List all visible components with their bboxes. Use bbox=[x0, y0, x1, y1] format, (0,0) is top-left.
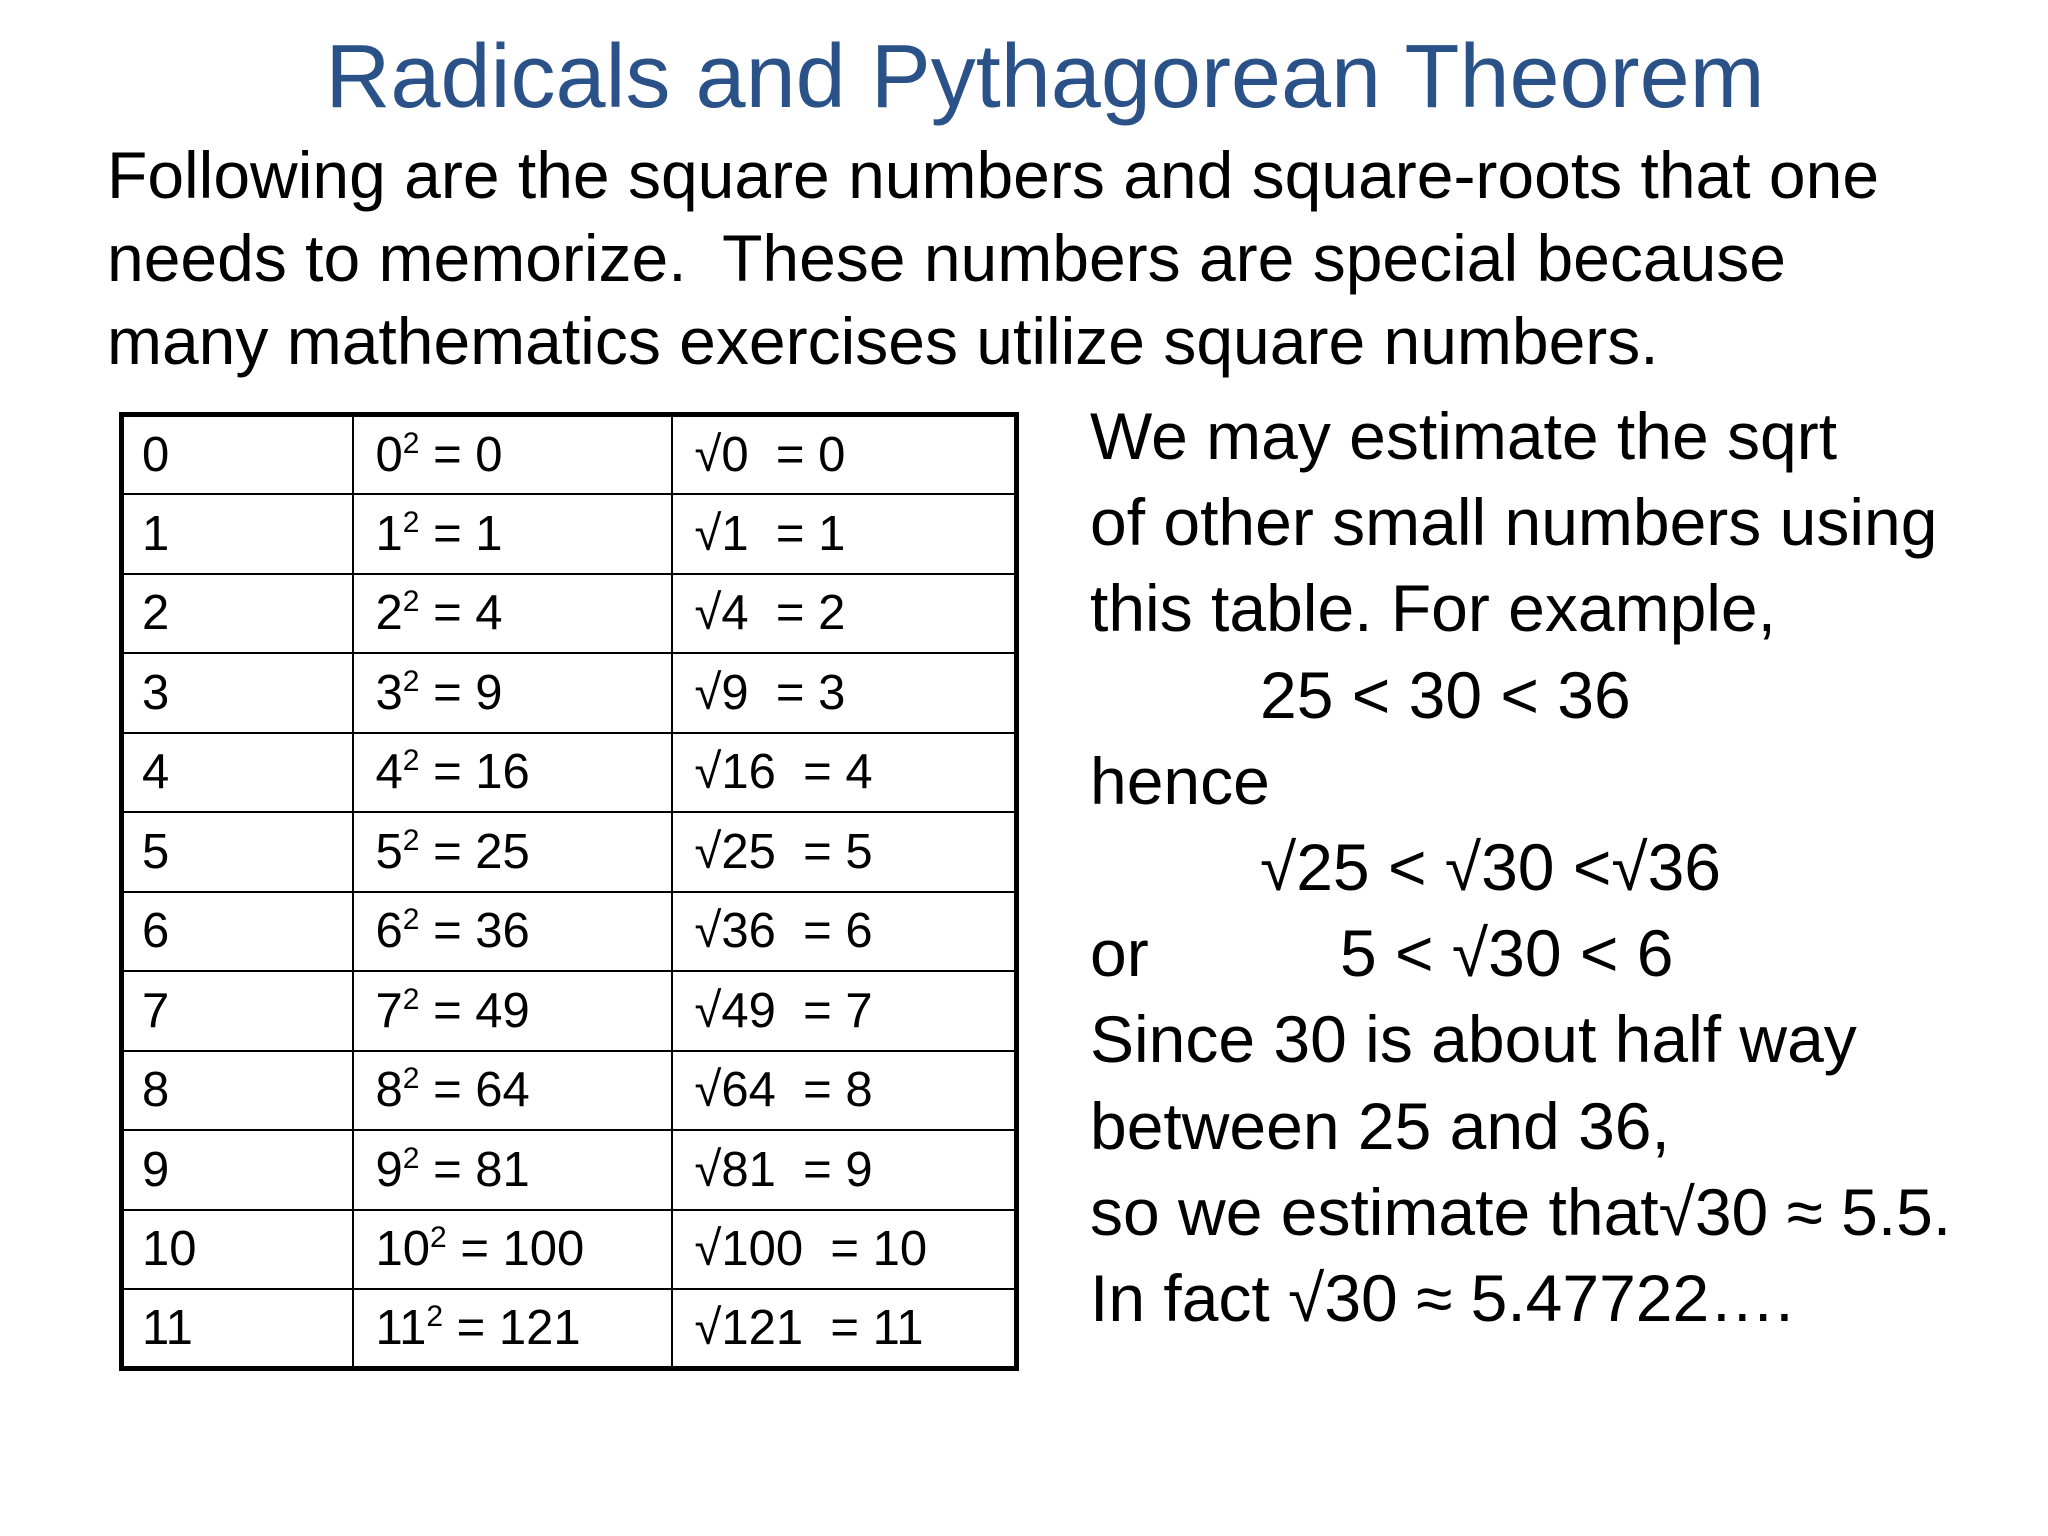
square-base: 0 bbox=[375, 428, 403, 482]
table-row bbox=[122, 812, 1017, 892]
square-base: 6 bbox=[375, 904, 403, 959]
square-cell bbox=[353, 1051, 672, 1131]
intro-line: needs to memorize. These numbers are special because bbox=[107, 221, 1787, 295]
explanation-line: We may estimate the sqrt bbox=[1090, 399, 1838, 473]
table-row bbox=[122, 1051, 1017, 1131]
square-root-cell: √100 = 10 bbox=[672, 1210, 1017, 1290]
square-exponent: 2 bbox=[402, 1062, 420, 1096]
square-cell bbox=[353, 812, 672, 892]
square-exponent: 2 bbox=[426, 1300, 444, 1333]
explanation-line: hence bbox=[1090, 743, 1270, 818]
number-cell: 9 bbox=[122, 1130, 353, 1210]
table-row bbox=[122, 494, 1017, 574]
square-root-cell: √81 = 9 bbox=[672, 1130, 1017, 1210]
square-result: = 25 bbox=[419, 824, 530, 879]
explanation-line: Since 30 is about half way bbox=[1090, 1002, 1857, 1077]
square-base: 1 bbox=[375, 506, 403, 561]
number-cell: 3 bbox=[122, 653, 353, 733]
square-cell bbox=[353, 1130, 672, 1210]
square-result: = 36 bbox=[419, 904, 530, 959]
square-exponent: 2 bbox=[402, 585, 420, 619]
number-cell: 5 bbox=[122, 812, 353, 892]
square-result: = 49 bbox=[419, 983, 530, 1038]
inequality-integers: 5 < √30 < 6 bbox=[1340, 916, 1674, 991]
intro-paragraph bbox=[107, 134, 2007, 383]
square-result: = 64 bbox=[419, 1063, 530, 1118]
square-result: = 0 bbox=[419, 428, 503, 482]
estimate-line: so we estimate that√30 ≈ 5.5. bbox=[1090, 1174, 1952, 1249]
table-row bbox=[122, 1210, 1017, 1290]
square-exponent: 2 bbox=[430, 1221, 447, 1255]
square-cell bbox=[353, 892, 672, 972]
square-root-cell: √25 = 5 bbox=[672, 812, 1017, 892]
square-cell bbox=[353, 494, 672, 574]
inequality-squares: 25 < 30 < 36 bbox=[1260, 657, 1631, 732]
square-exponent: 2 bbox=[402, 664, 420, 698]
intro-line: many mathematics exercises utilize square numbers. bbox=[107, 304, 1659, 378]
square-exponent: 2 bbox=[402, 1141, 420, 1175]
number-cell: 11 bbox=[122, 1289, 353, 1369]
number-cell: 4 bbox=[122, 733, 353, 813]
inequality-integers-line bbox=[1090, 910, 2040, 996]
number-cell: 0 bbox=[122, 415, 353, 495]
square-cell bbox=[353, 733, 672, 813]
table-row bbox=[122, 1289, 1017, 1369]
square-result: = 121 bbox=[443, 1301, 581, 1355]
square-cell bbox=[353, 653, 672, 733]
square-result: = 1 bbox=[419, 506, 503, 561]
explanation-line: this table. For example, bbox=[1090, 571, 1776, 646]
square-exponent: 2 bbox=[402, 744, 420, 778]
square-base: 9 bbox=[375, 1142, 403, 1197]
squares-table-body bbox=[122, 415, 1017, 1369]
number-cell: 2 bbox=[122, 574, 353, 654]
square-base: 11 bbox=[375, 1301, 427, 1355]
square-cell bbox=[353, 574, 672, 654]
inequality-roots: √25 < √30 <√36 bbox=[1260, 830, 1722, 905]
square-base: 7 bbox=[375, 983, 403, 1038]
square-base: 2 bbox=[375, 586, 403, 641]
square-base: 3 bbox=[375, 665, 403, 720]
number-cell: 10 bbox=[122, 1210, 353, 1290]
slide-title: Radicals and Pythagorean Theorem bbox=[325, 27, 1765, 127]
square-root-cell: √121 = 11 bbox=[672, 1289, 1017, 1369]
table-row bbox=[122, 1130, 1017, 1210]
square-exponent: 2 bbox=[402, 427, 420, 460]
square-base: 5 bbox=[375, 824, 403, 879]
square-cell bbox=[353, 971, 672, 1051]
square-base: 4 bbox=[375, 745, 403, 800]
square-root-cell: √64 = 8 bbox=[672, 1051, 1017, 1131]
square-root-cell: √9 = 3 bbox=[672, 653, 1017, 733]
table-row bbox=[122, 733, 1017, 813]
square-root-cell: √49 = 7 bbox=[672, 971, 1017, 1051]
table-row bbox=[122, 653, 1017, 733]
square-cell bbox=[353, 415, 672, 495]
square-root-cell: √0 = 0 bbox=[672, 415, 1017, 495]
square-result: = 100 bbox=[446, 1222, 585, 1277]
square-base: 8 bbox=[375, 1063, 403, 1118]
number-cell: 8 bbox=[122, 1051, 353, 1131]
square-cell bbox=[353, 1210, 672, 1290]
square-root-cell: √16 = 4 bbox=[672, 733, 1017, 813]
square-exponent: 2 bbox=[402, 982, 420, 1016]
square-exponent: 2 bbox=[402, 505, 420, 539]
square-result: = 81 bbox=[419, 1142, 530, 1197]
square-exponent: 2 bbox=[402, 903, 420, 937]
estimation-explanation bbox=[1090, 393, 2040, 1341]
or-word: or bbox=[1090, 916, 1149, 991]
exact-value-line: In fact √30 ≈ 5.47722…. bbox=[1090, 1261, 1794, 1336]
square-root-cell: √36 = 6 bbox=[672, 892, 1017, 972]
number-cell: 6 bbox=[122, 892, 353, 972]
explanation-line: of other small numbers using bbox=[1090, 485, 1938, 560]
number-cell: 7 bbox=[122, 971, 353, 1051]
square-result: = 9 bbox=[419, 665, 503, 720]
square-root-cell: √4 = 2 bbox=[672, 574, 1017, 654]
squares-table bbox=[119, 412, 1019, 1371]
square-root-cell: √1 = 1 bbox=[672, 494, 1017, 574]
square-result: = 16 bbox=[419, 745, 530, 800]
explanation-line: between 25 and 36, bbox=[1090, 1088, 1670, 1163]
number-cell: 1 bbox=[122, 494, 353, 574]
table-row bbox=[122, 574, 1017, 654]
square-cell bbox=[353, 1289, 672, 1369]
square-base: 10 bbox=[375, 1222, 431, 1277]
intro-line: Following are the square numbers and square-roots that one bbox=[107, 138, 1880, 212]
square-exponent: 2 bbox=[402, 823, 420, 857]
square-result: = 4 bbox=[419, 586, 503, 641]
table-row bbox=[122, 892, 1017, 972]
table-row bbox=[122, 415, 1017, 495]
table-row bbox=[122, 971, 1017, 1051]
